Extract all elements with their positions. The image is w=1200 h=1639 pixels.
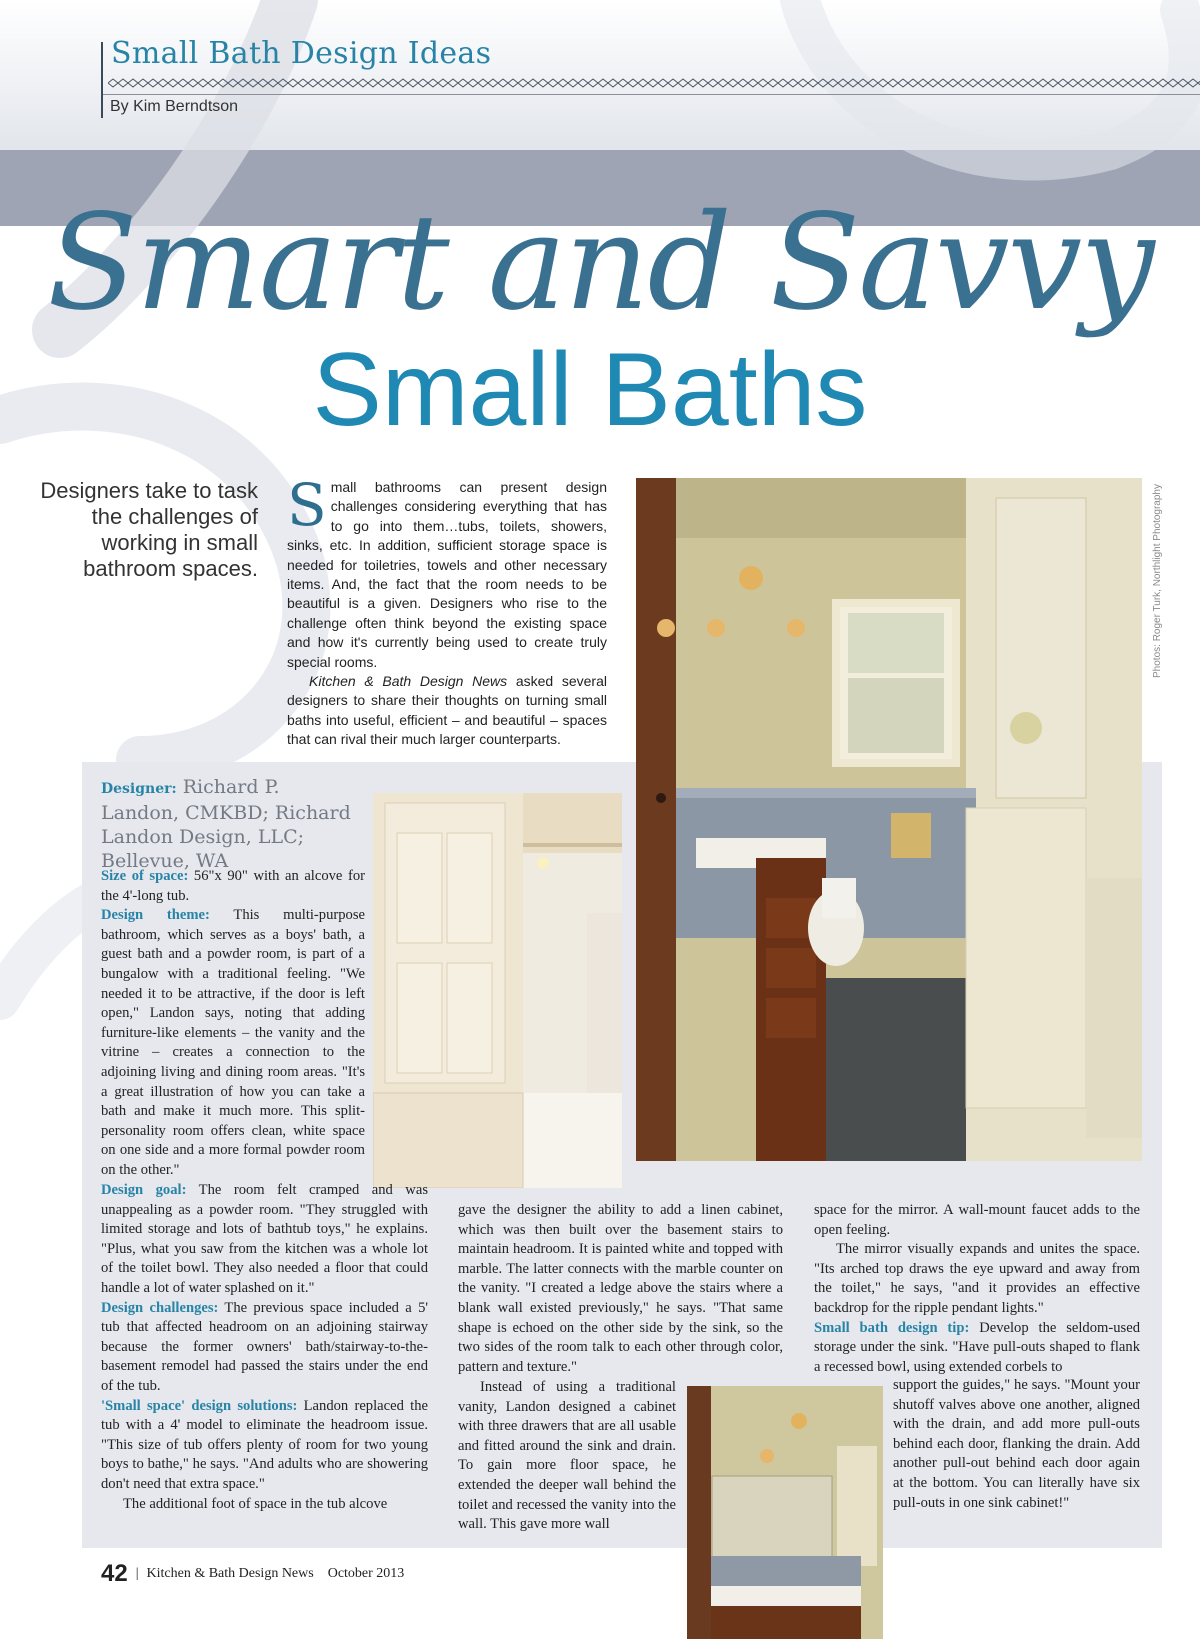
headline-main: Small Baths bbox=[312, 332, 868, 448]
faucet-paragraph: space for the mirror. A wall-mount faucet adds to the open feeling. bbox=[814, 1202, 1140, 1238]
footer-separator: | bbox=[135, 1566, 139, 1581]
tip-label: Small bath design tip: bbox=[814, 1319, 970, 1336]
page-number: 42 bbox=[101, 1560, 128, 1587]
tip-continuation: support the guides," he says. "Mount your shutoff valves above one another, aligned with the drain, and add more pull-outs behind each door, flanking the drain. Add another pull-out behind each door again at the bottom. You can literally have six pull-outs in one sink cabinet!" bbox=[893, 1377, 1140, 1511]
header-divider bbox=[103, 94, 1200, 95]
page-footer bbox=[101, 1560, 404, 1588]
headline-script: Smart and Savvy bbox=[47, 186, 1153, 340]
header-accent-rule bbox=[101, 42, 103, 118]
publication-italic: Kitchen & Bath Design News bbox=[309, 673, 508, 690]
article-column-2-bottom bbox=[458, 1378, 676, 1535]
mirror-paragraph: The mirror visually expands and unites the space. "Its arched top draws the eye upward and away from the toilet," he says, "and it provides an effective backdrop for the ripple pendant lights." bbox=[814, 1241, 1140, 1316]
vanity-paragraph: Instead of using a traditional vanity, Landon designed a cabinet with three drawers that are all usable and fitted around the sink and drain. To gain more floor space, he extended the deeper wall behind the toilet and recessed the vanity into the wall. This gave more wall bbox=[458, 1379, 676, 1533]
article-column-3 bbox=[814, 1201, 1140, 1377]
article-column-2 bbox=[458, 1201, 783, 1377]
issue-date: October 2013 bbox=[327, 1566, 405, 1581]
bathroom-photo-main bbox=[636, 478, 1142, 1161]
size-text: 56"x 90" with an alcove for the 4'-long tub. bbox=[101, 868, 365, 904]
designer-label: Designer: bbox=[101, 781, 177, 797]
section-title: Small Bath Design Ideas bbox=[111, 36, 492, 71]
alcove-paragraph: The additional foot of space in the tub alcove bbox=[123, 1495, 388, 1512]
deck-text: Designers take to task the challenges of working in small bathroom spaces. bbox=[40, 478, 258, 581]
bathroom-photo-tub bbox=[373, 793, 622, 1188]
solutions-label: 'Small space' design solutions: bbox=[101, 1397, 298, 1414]
bathroom-photo-vanity bbox=[687, 1386, 883, 1639]
article-column-1-top bbox=[101, 867, 365, 1181]
intro-paragraph-2: asked several designers to share their thoughts on turning small baths into useful, efficient – and beautiful – spaces that can rival their much larger counterparts. bbox=[287, 673, 607, 748]
challenges-text: The previous space included a 5' tub that affected headroom on an adjoining stairway because the former owners' bath/stairway-to-the-basement remodel had passed the stairs under the end of the tub. bbox=[101, 1299, 428, 1394]
intro-text bbox=[287, 471, 607, 750]
article-column-1-bottom bbox=[101, 1181, 428, 1514]
intro-paragraph-1: mall bathrooms can present design challenges considering everything that has to go into them…tubs, toilets, showers, sinks, etc. In addition, sufficient storage space is needed for toiletries, towels and other necessary items. And, the fact that the room needs to be beautiful is a given. Designers who rise to the challenge often think beyond the existing space and how it's currently being used to create truly special rooms. bbox=[287, 479, 607, 670]
size-label: Size of space: bbox=[101, 868, 189, 884]
theme-text: This multi-purpose bathroom, which serves as a boys' bath, a guest bath and a powder room, is part of a bungalow with a traditional feeling. "We needed it to be attractive, if the door is left open," Landon says, noting that adding furniture-like elements – the vanity and the vitrine – creates a connection to the adjoining living and dining room areas. "It's a great illustration of how you can take a bath and make it much more. This split-personality room offers clean, white space on one side and a more formal powder room on the other." bbox=[101, 907, 365, 1178]
publication-name: Kitchen & Bath Design News bbox=[146, 1566, 314, 1581]
designer-credit bbox=[101, 775, 363, 873]
article-column-3-bottom bbox=[893, 1376, 1140, 1513]
decorative-rule bbox=[108, 78, 1200, 88]
tip-text: Develop the seldom-used storage under the sink. "Have pull-outs shaped to flank a recessed bowl, using extended corbels to bbox=[814, 1319, 1140, 1375]
solutions-text: Landon replaced the tub with a 4' model to eliminate the headroom issue. "This size of tub offers plenty of room for two young boys to bathe," he says. "And adults who are showering don't need that extra space." bbox=[101, 1397, 428, 1492]
linen-cabinet-paragraph: gave the designer the ability to add a linen cabinet, which was then built over the basement stairs to maintain headroom. It is painted white and topped with marble. The latter connects with the marble counter on the vanity. "I created a ledge above the stairs where a blank wall existed previously," he says. "That same shape is echoed on the other side by the sink, so the two sides of the room talk to each other through color, pattern and texture." bbox=[458, 1202, 783, 1375]
byline: By Kim Berndtson bbox=[110, 98, 239, 115]
challenges-label: Design challenges: bbox=[101, 1299, 219, 1316]
designer-name: Richard P. Landon, CMKBD; Richard Landon Design, LLC; Bellevue, WA bbox=[101, 776, 351, 872]
headline bbox=[0, 160, 1200, 450]
theme-label: Design theme: bbox=[101, 907, 210, 924]
goal-text: The room felt cramped and was unappealing as a powder room. "They struggled with limited storage and lots of bathtub toys," he explains. "Plus, what you saw from the kitchen was a whole lot of the toilet bowl. They also needed a floor that could handle a lot of water splashed on it." bbox=[101, 1182, 428, 1296]
photo-credit: Photos: Roger Turk, Northlight Photography bbox=[1152, 484, 1163, 678]
drop-cap: S bbox=[287, 471, 327, 539]
goal-label: Design goal: bbox=[101, 1182, 187, 1198]
